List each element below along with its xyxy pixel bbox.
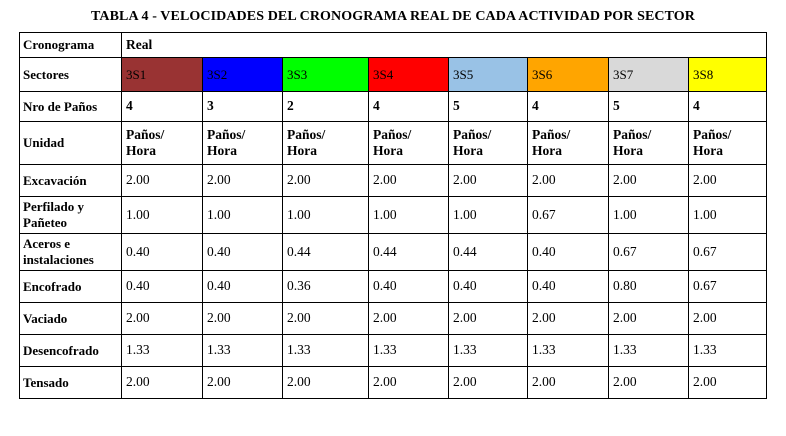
panos-count-cell: 4 <box>122 92 203 122</box>
unidad-cell <box>369 122 449 165</box>
velocity-cell: 2.00 <box>528 165 609 197</box>
activity-label <box>20 197 122 234</box>
velocity-cell: 1.33 <box>609 335 689 367</box>
activity-label <box>20 335 122 367</box>
velocity-cell: 0.40 <box>203 271 283 303</box>
sector-cell: 3S8 <box>689 58 767 92</box>
sector-cell: 3S3 <box>283 58 369 92</box>
velocity-cell: 1.33 <box>122 335 203 367</box>
velocity-cell: 2.00 <box>203 303 283 335</box>
unidad-cell <box>122 122 203 165</box>
unidad-line: Hora <box>453 143 483 158</box>
velocity-cell: 0.40 <box>369 271 449 303</box>
sector-cell: 3S4 <box>369 58 449 92</box>
activity-row <box>20 165 767 197</box>
activity-label-line: Desencofrado <box>23 342 99 358</box>
velocity-cell: 1.33 <box>369 335 449 367</box>
velocity-cell: 1.00 <box>609 197 689 234</box>
sectores-label: Sectores <box>20 58 122 92</box>
row-sectores <box>20 58 767 92</box>
velocity-cell: 0.40 <box>528 271 609 303</box>
activity-row <box>20 335 767 367</box>
activity-label-line: Pañeteo <box>23 215 68 230</box>
velocity-cell: 0.44 <box>449 234 528 271</box>
table-body <box>20 33 767 399</box>
activity-label-line: Perfilado y <box>23 199 85 215</box>
panos-count-cell: 4 <box>689 92 767 122</box>
unidad-cell <box>528 122 609 165</box>
velocity-cell: 1.00 <box>689 197 767 234</box>
velocity-cell: 1.00 <box>449 197 528 234</box>
activity-row <box>20 234 767 271</box>
activity-label <box>20 165 122 197</box>
row-unidad <box>20 122 767 165</box>
unidad-line: Hora <box>287 143 317 158</box>
velocity-cell: 2.00 <box>369 165 449 197</box>
table-title: TABLA 4 - VELOCIDADES DEL CRONOGRAMA REAL DE CADA ACTIVIDAD POR SECTOR <box>90 9 696 24</box>
cronograma-value: Real <box>122 33 767 58</box>
velocity-cell: 2.00 <box>689 367 767 399</box>
velocity-cell: 2.00 <box>528 367 609 399</box>
unidad-label: Unidad <box>20 122 122 165</box>
activity-label-line: Aceros e <box>23 236 71 252</box>
activity-label <box>20 271 122 303</box>
unidad-line: Hora <box>613 143 643 158</box>
velocity-cell: 2.00 <box>122 303 203 335</box>
unidad-line: Paños/ <box>126 126 165 142</box>
unidad-line: Paños/ <box>693 126 732 142</box>
panos-count-cell: 5 <box>609 92 689 122</box>
velocity-cell: 1.00 <box>283 197 369 234</box>
sector-cell: 3S6 <box>528 58 609 92</box>
unidad-cell <box>203 122 283 165</box>
unidad-cell <box>449 122 528 165</box>
activity-row <box>20 367 767 399</box>
row-nro-panos <box>20 92 767 122</box>
velocity-cell: 2.00 <box>449 165 528 197</box>
velocity-cell: 2.00 <box>689 303 767 335</box>
activity-label-line: Tensado <box>23 374 69 390</box>
velocity-cell: 2.00 <box>689 165 767 197</box>
velocity-cell: 2.00 <box>449 303 528 335</box>
unidad-line: Hora <box>373 143 403 158</box>
velocity-cell: 2.00 <box>283 367 369 399</box>
velocity-cell: 0.67 <box>528 197 609 234</box>
velocity-cell: 0.40 <box>528 234 609 271</box>
activity-row <box>20 271 767 303</box>
activity-label <box>20 303 122 335</box>
velocities-table <box>19 32 767 399</box>
velocity-cell: 2.00 <box>369 367 449 399</box>
velocity-cell: 0.67 <box>689 271 767 303</box>
velocity-cell: 2.00 <box>203 367 283 399</box>
velocity-cell: 1.33 <box>689 335 767 367</box>
velocity-cell: 0.67 <box>609 234 689 271</box>
velocity-cell: 2.00 <box>203 165 283 197</box>
panos-count-cell: 4 <box>369 92 449 122</box>
velocity-cell: 0.36 <box>283 271 369 303</box>
velocity-cell: 1.00 <box>122 197 203 234</box>
velocity-cell: 0.40 <box>203 234 283 271</box>
velocity-cell: 2.00 <box>609 165 689 197</box>
sector-cell: 3S2 <box>203 58 283 92</box>
velocity-cell: 2.00 <box>369 303 449 335</box>
panos-count-cell: 5 <box>449 92 528 122</box>
velocity-cell: 2.00 <box>122 367 203 399</box>
velocity-cell: 1.33 <box>283 335 369 367</box>
activity-label <box>20 234 122 271</box>
sector-cell: 3S7 <box>609 58 689 92</box>
velocity-cell: 1.00 <box>203 197 283 234</box>
velocity-cell: 1.00 <box>369 197 449 234</box>
velocity-cell: 2.00 <box>122 165 203 197</box>
velocity-cell: 2.00 <box>609 303 689 335</box>
unidad-line: Hora <box>693 143 723 158</box>
velocity-cell: 2.00 <box>283 303 369 335</box>
unidad-line: Hora <box>207 143 237 158</box>
row-cronograma <box>20 33 767 58</box>
velocity-cell: 2.00 <box>609 367 689 399</box>
sector-cell: 3S5 <box>449 58 528 92</box>
unidad-line: Hora <box>126 143 156 158</box>
velocity-cell: 0.44 <box>283 234 369 271</box>
panos-count-cell: 2 <box>283 92 369 122</box>
velocity-cell: 0.40 <box>122 271 203 303</box>
unidad-cell <box>609 122 689 165</box>
activity-label-line: instalaciones <box>23 252 94 267</box>
velocity-cell: 2.00 <box>528 303 609 335</box>
unidad-line: Hora <box>532 143 562 158</box>
unidad-line: Paños/ <box>287 126 326 142</box>
activity-label-line: Excavación <box>23 172 87 188</box>
velocity-cell: 0.40 <box>122 234 203 271</box>
unidad-line: Paños/ <box>532 126 571 142</box>
unidad-cell <box>283 122 369 165</box>
activity-label-line: Encofrado <box>23 278 82 294</box>
sector-cell: 3S1 <box>122 58 203 92</box>
panos-count-cell: 3 <box>203 92 283 122</box>
nro-panos-label: Nro de Paños <box>20 92 122 122</box>
velocity-cell: 1.33 <box>449 335 528 367</box>
velocity-cell: 2.00 <box>283 165 369 197</box>
unidad-cell <box>689 122 767 165</box>
unidad-line: Paños/ <box>207 126 246 142</box>
activity-row <box>20 303 767 335</box>
velocity-cell: 1.33 <box>528 335 609 367</box>
velocity-cell: 0.67 <box>689 234 767 271</box>
unidad-line: Paños/ <box>613 126 652 142</box>
cronograma-label: Cronograma <box>20 33 122 58</box>
panos-count-cell: 4 <box>528 92 609 122</box>
velocity-cell: 0.44 <box>369 234 449 271</box>
velocity-cell: 2.00 <box>449 367 528 399</box>
unidad-line: Paños/ <box>373 126 412 142</box>
velocity-cell: 1.33 <box>203 335 283 367</box>
activity-label-line: Vaciado <box>23 310 68 326</box>
velocity-cell: 0.80 <box>609 271 689 303</box>
activity-label <box>20 367 122 399</box>
unidad-line: Paños/ <box>453 126 492 142</box>
activity-row <box>20 197 767 234</box>
velocity-cell: 0.40 <box>449 271 528 303</box>
